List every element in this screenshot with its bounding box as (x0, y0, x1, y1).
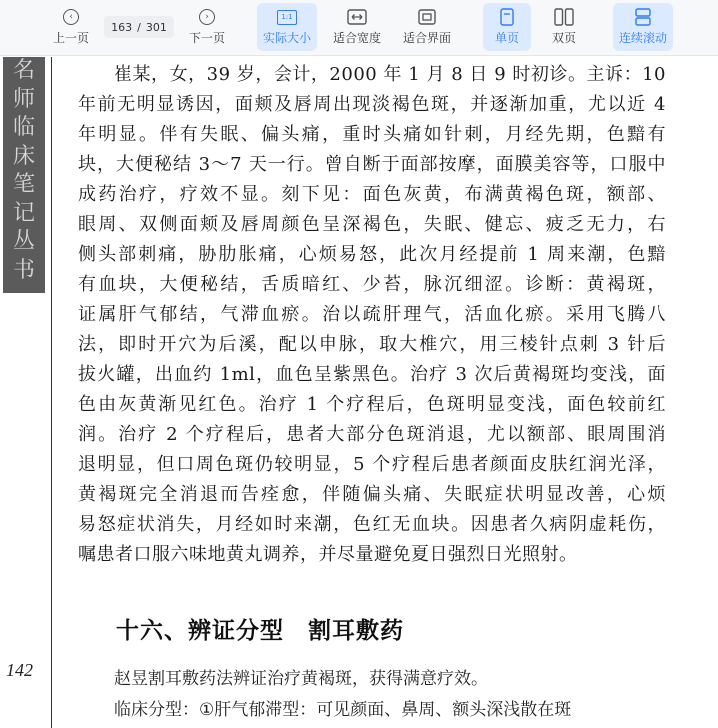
total-pages: 301 (145, 20, 167, 34)
page-separator: / (137, 20, 141, 34)
double-page-icon (554, 8, 574, 26)
fit-width-label: 适合宽度 (332, 31, 381, 45)
actual-size-label: 实际大小 (262, 31, 311, 45)
spine-char: 名 (12, 58, 35, 84)
fit-page-label: 适合界面 (402, 31, 451, 45)
paragraph-line: 证属肝气郁结，气滞血瘀。治以疏肝理气，活血化瘀。采用飞腾八 (78, 304, 666, 325)
next-page-button[interactable] (180, 3, 234, 51)
paragraph-line: 色由灰黄渐见红色。治疗 1 个疗程后，色斑明显变浅，面色较前红 (78, 394, 666, 415)
continuous-scroll-button[interactable] (613, 3, 673, 51)
fit-page-button[interactable] (397, 3, 457, 51)
spine-char: 记 (12, 200, 35, 226)
chevron-left-icon: ‹ (63, 9, 79, 25)
section-heading: 十六、辨证分型 割耳敷药 (116, 618, 404, 644)
paragraph-line: 拔火罐，出血约 1ml，血色呈紫黑色。治疗 3 次后黄褐斑均变浅，面 (78, 364, 666, 385)
prev-page-button[interactable] (44, 3, 98, 51)
fit-page-icon (418, 9, 436, 25)
current-page-number[interactable]: 163 (111, 20, 133, 34)
paragraph-line: 年前无明显诱因，面颊及唇周出现淡褐色斑，并逐渐加重，尤以近 4 (78, 94, 666, 115)
paragraph-line: 润。治疗 2 个疗程后，患者大部分色斑消退，尤以额部、眼周围消 (78, 424, 666, 445)
paragraph-line: 黄褐斑完全消退而告痊愈，伴随偏头痛、失眠症状明显改善，心烦 (78, 484, 666, 505)
paragraph-line: 崔某，女，39 岁，会计，2000 年 1 月 8 日 9 时初诊。主诉：10 (114, 64, 666, 85)
paragraph-line: 退明显，但口周色斑仍较明显，5 个疗程后患者颜面皮肤红润光泽， (78, 454, 666, 475)
spine-char: 临 (12, 115, 35, 141)
double-page-button[interactable] (540, 3, 588, 51)
classification-line: 临床分型：①肝气郁滞型：可见颜面、鼻周、额头深浅散在斑 (114, 700, 572, 720)
paragraph-line: 成药治疗，疗效不显。刻下见：面色灰黄，布满黄褐色斑，额部、 (78, 184, 666, 205)
single-page-label: 单页 (494, 31, 519, 45)
paragraph-line: 块，大便秘结 3～7 天一行。曾自断于面部按摩，面膜美容等，口服中 (78, 154, 666, 175)
prev-page-label: 上一页 (52, 31, 89, 45)
actual-size-button[interactable] (257, 3, 317, 51)
spine-char: 丛 (12, 229, 35, 255)
fit-width-icon (347, 9, 367, 25)
paragraph-line: 有血块，大便秘结，舌质暗红、少苔，脉沉细涩。诊断：黄褐斑， (78, 274, 666, 295)
viewer-toolbar (0, 0, 718, 56)
single-page-button[interactable] (483, 3, 531, 51)
paragraph-line: 侧头部刺痛，胁肋胀痛，心烦易怒，此次月经提前 1 周来潮，色黯 (78, 244, 666, 265)
paragraph-line: 眼周、双侧面颊及唇周颜色呈深褐色，失眠、健忘、疲乏无力，右 (78, 214, 666, 235)
spine-char: 书 (12, 257, 35, 283)
double-page-label: 双页 (551, 31, 576, 45)
paragraph-line: 嘱患者口服六味地黄丸调养，并尽量避免夏日强烈日光照射。 (78, 544, 578, 565)
case-paragraph (78, 60, 666, 570)
single-page-icon (500, 8, 514, 26)
continuous-scroll-label: 连续滚动 (618, 31, 667, 45)
intro-line: 赵昱割耳敷药法辨证治疗黄褐斑，获得满意疗效。 (114, 669, 488, 689)
spine-char: 笔 (12, 172, 35, 198)
book-series-spine (3, 57, 45, 293)
spine-char: 床 (12, 143, 35, 169)
fit-width-button[interactable] (327, 3, 387, 51)
paragraph-line: 年明显。伴有失眠、偏头痛，重时头痛如针刺，月经先期，色黯有 (78, 124, 666, 145)
actual-size-icon: 1:1 (277, 10, 297, 25)
paragraph-line: 法，即时开穴为后溪，配以申脉，取大椎穴，用三棱针点刺 3 针后 (78, 334, 666, 355)
spine-char: 师 (12, 86, 35, 112)
page-indicator[interactable] (104, 16, 174, 38)
next-page-label: 下一页 (188, 31, 225, 45)
continuous-scroll-icon (635, 8, 651, 26)
paragraph-line: 易怒症状消失，月经如时来潮，色红无血块。因患者久病阴虚耗伤， (78, 514, 666, 535)
page-number: 142 (6, 660, 33, 680)
chevron-right-icon: › (199, 9, 215, 25)
